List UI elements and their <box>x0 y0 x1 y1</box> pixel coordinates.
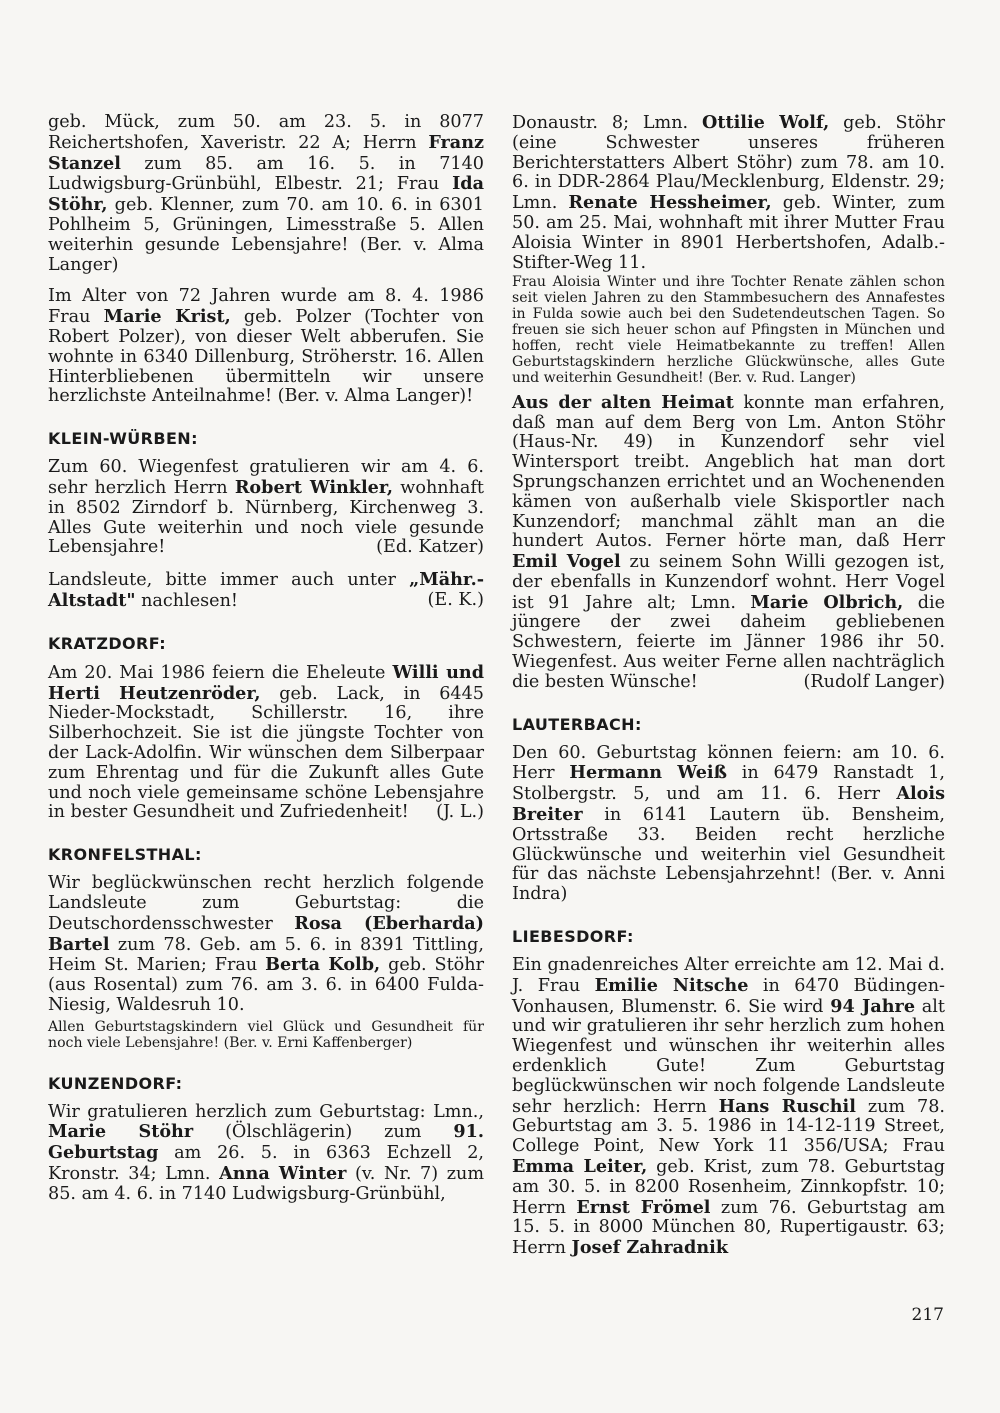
bold-name: Alois Breiter <box>512 783 945 826</box>
text: nachlesen! <box>135 590 238 611</box>
section-heading-klein-wuerben: KLEIN-WÜRBEN: <box>48 429 198 449</box>
text: Wir beglückwünschen recht herzlich folgende Landsleute zum Geburtstag: die Deutschordensschwester <box>48 873 484 934</box>
bold-name: Josef Zahradnik <box>571 1237 729 1259</box>
text: Am 20. Mai 1986 feiern die Eheleute <box>48 662 393 683</box>
text: Landsleute, bitte immer auch unter <box>48 570 410 591</box>
text: wohnhaft in 8502 Zirndorf b. Nürnberg, Kirchenweg 3. Alles Gute weiterhin und noch viele gesunde Lebensjahre! <box>48 477 485 558</box>
text: zu seinem Sohn Willi gezogen ist, der ebenfalls in Kunzendorf wohnt. Herr Vogel ist 91 Jahre alt; Lmn. <box>512 552 945 613</box>
text: zum 85. am 16. 5. in 7140 Ludwigsburg-Grünbühl, Elbestr. 21; Frau <box>48 153 484 195</box>
text: in 6141 Lautern üb. Bensheim, Ortsstraße 33. Beiden recht herzliche Glückwünsche und weiterhin viel Gesundheit für das nächste Lebensjahrzehnt! (Ber. v. Anni Indra) <box>512 805 945 905</box>
paragraph <box>512 113 945 273</box>
bold-name: Willi und Herti Heutzenröder, <box>48 661 484 704</box>
paragraph-small: Allen Geburtstagskindern viel Glück und Gesundheit für noch viele Lebensjahre! (Ber. v. Erni Kaffenberger) <box>48 1018 484 1051</box>
section-heading-lauterbach: LAUTERBACH: <box>512 714 642 734</box>
text: zum 76. Geburtstag am 15. 5. in 8000 München 80, Rupertigaustr. 63; Herrn <box>512 1197 946 1259</box>
bold-name: Ottilie Wolf, <box>702 112 830 133</box>
bold-name: Robert Winkler, <box>234 476 393 498</box>
paragraph <box>48 458 484 558</box>
bold-name: Hermann Weiß <box>569 762 727 784</box>
text: Ein gnadenreiches Alter erreichte am 12. Mai d. J. Frau <box>512 955 945 996</box>
paragraph <box>48 1103 484 1205</box>
signature: (J. L.) <box>436 802 484 823</box>
paragraph <box>48 287 484 407</box>
paragraph <box>512 956 945 1259</box>
text: zum 78. Geburtstag am 3. 5. 1986 in 14-12-119 Street, College Point, New York 11 356/USA; Frau <box>512 1096 945 1157</box>
text: geb. Stöhr (aus Rosental) zum 76. am 3. 6. in 6400 Fulda-Niesig, Waldesruh 10. <box>48 955 484 1015</box>
section-heading-kronfelsthal: KRONFELSTHAL: <box>48 845 202 865</box>
text: alt und wir gratulieren ihr sehr herzlich zum hohen Wiegenfest und wünschen ihr weiterhin alles erdenklich Gute! Zum Geburtstag beglückwünschen wir noch folgende Landsleute sehr herzlich: Herrn <box>512 996 945 1117</box>
bold-name: Berta Kolb, <box>265 954 381 976</box>
text: Wir gratulieren herzlich zum Geburtstag: Lmn., <box>48 1101 484 1122</box>
text: konnte man erfahren, daß man auf dem Berg von Lm. Anton Stöhr (Haus-Nr. 49) in Kunzendorf sehr viel Wintersport treibt. Angeblich hat man dort Sprungschanzen errichtet und an Wochenenden kämen von außerhalb viele Skisportler nach Kunzendorf; manchmal zählt man an die hundert Autos. Ferner hörte man, daß Herr <box>512 392 945 552</box>
paragraph <box>512 744 945 905</box>
bold-name: Rosa (Eberharda) Bartel <box>48 912 484 955</box>
section-heading-liebesdorf: LIEBESDORF: <box>512 927 634 947</box>
bold-name: Emil Vogel <box>512 551 621 573</box>
bold-name: Marie Krist, <box>103 306 231 328</box>
bold-name: Marie Stöhr <box>48 1121 194 1143</box>
bold-name: Anna Winter <box>219 1162 347 1184</box>
text: Donaustr. 8; Lmn. <box>512 113 703 133</box>
bold-name: Ernst Frömel <box>576 1196 711 1218</box>
text: geb. Polzer (Tochter von Robert Polzer), von dieser Welt abberufen. Sie wohnte in 6340 Dillenburg, Ströherstr. 16. Allen Hinterbliebenen übermitteln wir unsere herzlichste Anteilnahme! (Ber. v. Alma Langer)! <box>48 307 485 407</box>
bold-name: Emma Leiter, <box>512 1156 648 1178</box>
signature: (E. K.) <box>427 589 484 610</box>
bold-name: Emilie Nitsche <box>594 974 749 996</box>
signature: (Rudolf Langer) <box>803 671 945 692</box>
bold-name: „Mähr.-Altstadt" <box>48 569 484 611</box>
bold-name: Marie Olbrich, <box>750 591 904 613</box>
paragraph-small: Frau Aloisia Winter und ihre Tochter Renate zählen schon seit vielen Jahren zu den Stammbesuchern des Annafestes in Fulda sowie auch bei den Sudetendeutschen Tagen. So freuen sie sich heuer schon auf Pfingsten in München und hoffen, recht viele Heimatbekannte zu treffen! Allen Geburtstagskindern herzliche Glückwünsche, alles Gute und weiterhin Gesundheit! (Ber. v. Rud. Langer) <box>512 274 945 386</box>
text: geb. Krist, zum 78. Geburtstag am 30. 5. in 8200 Rosenheim, Zinnkopfstr. 10; Herrn <box>512 1157 945 1218</box>
bold-name: Ida Stöhr, <box>48 173 484 216</box>
text: Den 60. Geburtstag können feiern: am 10. 6. Herr <box>512 742 945 784</box>
paragraph <box>512 393 945 693</box>
section-heading-kratzdorf: KRATZDORF: <box>48 633 167 653</box>
text: am 26. 5. in 6363 Echzell 2, Kronstr. 34; Lmn. <box>48 1143 484 1184</box>
bold-name: Renate Hessheimer, <box>568 192 772 214</box>
text: zum 78. Geb. am 5. 6. in 8391 Tittling, Heim St. Marien; Frau <box>48 934 484 976</box>
text: in 6479 Ranstadt 1, Stolbergstr. 5, und am 11. 6. Herr <box>512 763 946 805</box>
bold-name: Hans Ruschil <box>718 1095 856 1117</box>
text: geb. Winter, zum 50. am 25. Mai, wohnhaft mit ihrer Mutter Frau Aloisia Winter in 8901 Herbertshofen, Adalb.-Stifter-Weg 11. <box>512 193 946 273</box>
paragraph <box>48 570 484 612</box>
text: (v. Nr. 7) zum 85. am 4. 6. in 7140 Ludwigsburg-Grünbühl, <box>48 1163 485 1204</box>
text: Im Alter von 72 Jahren wurde am 8. 4. 1986 Frau <box>48 286 484 328</box>
text: geb. Stöhr (eine Schwester unseres früheren Berichterstatters Albert Stöhr) zum 78. am 10. 6. in DDR-2864 Plau/Mecklenburg, Eldenstr. 29; Lmn. <box>512 113 946 214</box>
text: Zum 60. Wiegenfest gratulieren wir am 4. 6. sehr herzlich Herrn <box>48 457 484 498</box>
text: (Ölschlägerin) zum <box>193 1122 454 1143</box>
paragraph <box>48 874 484 1016</box>
paragraph <box>48 113 484 275</box>
section-heading-kunzendorf: KUNZENDORF: <box>48 1073 183 1093</box>
text: geb. Klenner, zum 70. am 10. 6. in 6301 Pohlheim 5, Grüningen, Limesstraße 5. Allen weiterhin gesunde Lebensjahre! (Ber. v. Alma Langer) <box>48 195 484 275</box>
text: in 6470 Büdingen-Vonhausen, Blumenstr. 6. Sie wird <box>512 975 945 1017</box>
left-column <box>48 113 484 1216</box>
text: geb. Mück, zum 50. am 23. 5. in 8077 Reichertshofen, Xaveristr. 22 A; Herrn <box>48 112 484 153</box>
paragraph <box>48 663 484 823</box>
text: die jüngere der zwei daheim gebliebenen Schwestern, feierte im Jänner 1986 ihr 50. Wiegenfest. Aus weiter Ferne allen nachträglich die besten Wünsche! <box>512 592 945 692</box>
signature: (Ed. Katzer) <box>376 537 484 558</box>
bold-name: 91. Geburtstag <box>48 1121 484 1164</box>
right-column <box>512 113 945 1271</box>
page-number: 217 <box>911 1305 944 1325</box>
bold-name: Franz Stanzel <box>48 131 484 174</box>
bold-name: Aus der alten Heimat <box>512 391 734 413</box>
bold-name: 94 Jahre <box>830 995 916 1017</box>
text: geb. Lack, in 6445 Nieder-Mockstadt, Schillerstr. 16, ihre Silberhochzeit. Sie ist die jüngste Tochter von der Lack-Adolfin. Wir wünschen dem Silberpaar zum Ehrentag und für die Zukunft alles Gute und noch viele gemeinsame schöne Lebensjahre in bester Gesundheit und Zufriedenheit! <box>48 683 484 823</box>
